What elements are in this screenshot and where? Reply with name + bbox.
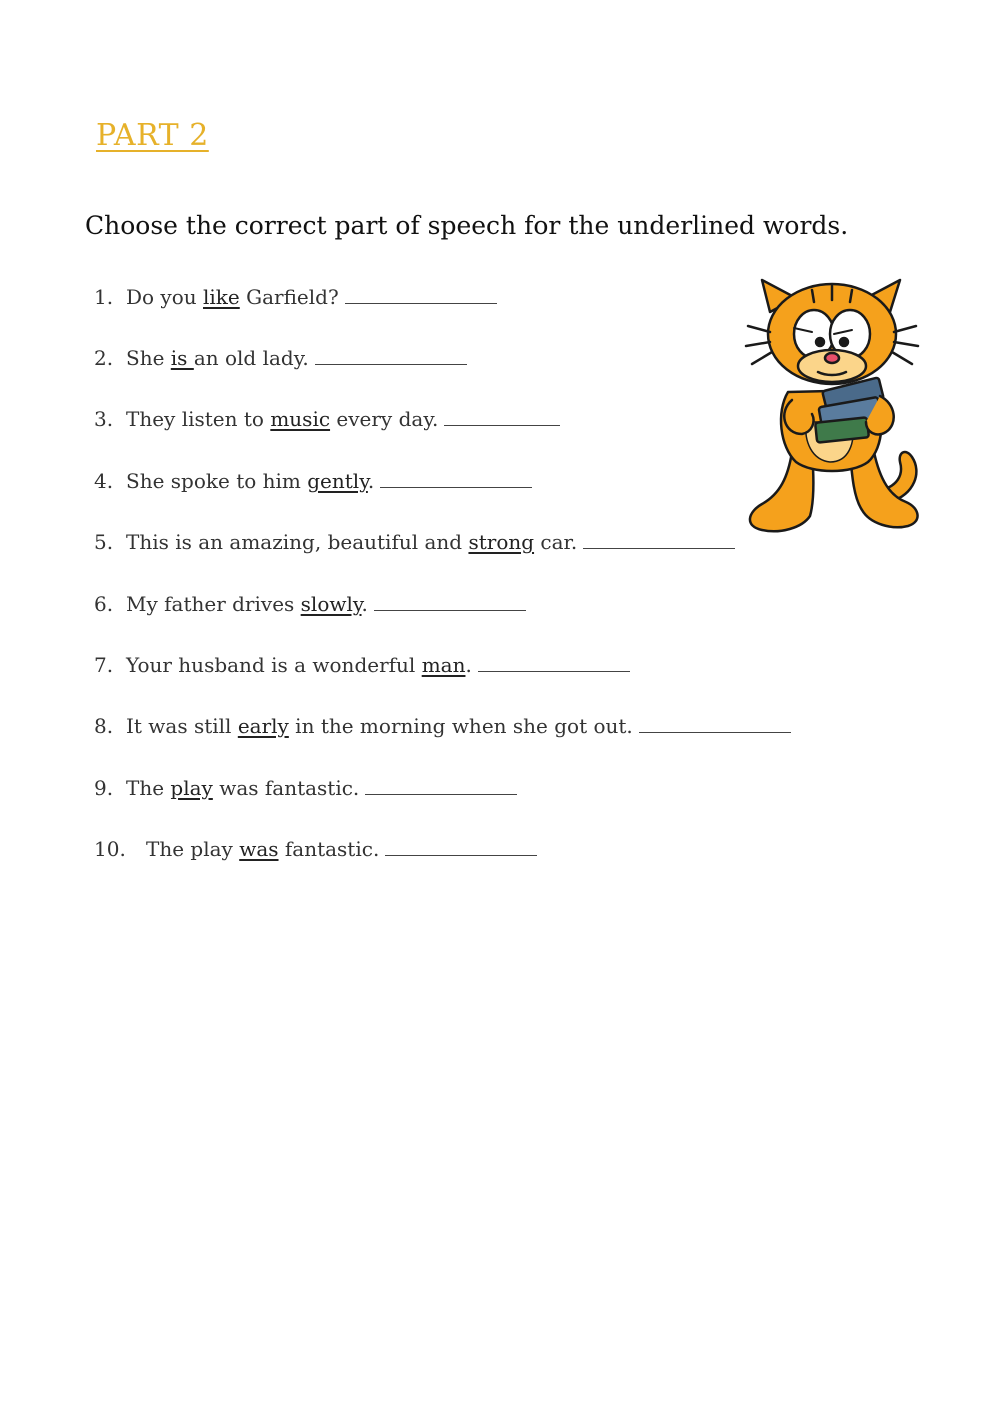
question-number: 1. — [94, 285, 114, 309]
answer-blank[interactable] — [583, 530, 735, 549]
question-item-2 — [94, 344, 467, 372]
question-text-before: She — [126, 346, 171, 370]
question-text-before: This is an amazing, beautiful and — [126, 530, 469, 554]
question-item-6 — [94, 590, 526, 618]
question-number: 5. — [94, 530, 114, 554]
question-text-after: car. — [534, 530, 578, 554]
question-item-4 — [94, 467, 532, 495]
question-text-before: They listen to — [126, 407, 271, 431]
underlined-word: man — [421, 653, 466, 677]
question-item-5 — [94, 528, 735, 556]
underlined-word: play — [170, 776, 213, 800]
answer-blank[interactable] — [380, 469, 532, 488]
underlined-word: early — [237, 714, 289, 738]
answer-blank[interactable] — [374, 592, 526, 611]
underlined-word: gently — [307, 469, 368, 493]
answer-blank[interactable] — [315, 346, 467, 365]
question-number: 4. — [94, 469, 114, 493]
answer-blank[interactable] — [444, 407, 560, 426]
question-text-after: an old lady. — [193, 346, 309, 370]
question-item-3 — [94, 405, 560, 433]
underlined-word: slowly — [300, 592, 362, 616]
underlined-word: like — [203, 285, 240, 309]
answer-blank[interactable] — [365, 776, 517, 795]
question-item-10 — [94, 835, 537, 863]
question-number: 9. — [94, 776, 114, 800]
question-text-before: My father drives — [126, 592, 301, 616]
garfield-illustration — [740, 272, 924, 534]
question-text-before: Do you — [126, 285, 204, 309]
question-text-after: was fantastic. — [212, 776, 360, 800]
answer-blank[interactable] — [345, 285, 497, 304]
question-number: 2. — [94, 346, 114, 370]
underlined-word: is — [170, 346, 194, 370]
question-number: 3. — [94, 407, 114, 431]
underlined-word: strong — [468, 530, 535, 554]
underlined-word: music — [270, 407, 331, 431]
instruction-text: Choose the correct part of speech for the underlined words. — [85, 211, 849, 240]
question-number: 6. — [94, 592, 114, 616]
question-item-8 — [94, 712, 791, 740]
question-text-after: fantastic. — [278, 837, 380, 861]
question-text-before: She spoke to him — [126, 469, 308, 493]
question-text-after: Garfield? — [239, 285, 339, 309]
answer-blank[interactable] — [478, 653, 630, 672]
question-item-7 — [94, 651, 630, 679]
answer-blank[interactable] — [639, 714, 791, 733]
question-item-1 — [94, 283, 497, 311]
question-number: 7. — [94, 653, 114, 677]
question-text-after: in the morning when she got out. — [288, 714, 633, 738]
garfield-cat-icon — [746, 280, 918, 531]
question-text-after: . — [361, 592, 368, 616]
question-number: 10. — [94, 837, 126, 861]
answer-blank[interactable] — [385, 837, 537, 856]
question-text-before: The play — [146, 837, 240, 861]
question-text-before: Your husband is a wonderful — [126, 653, 422, 677]
question-text-after: . — [367, 469, 375, 493]
question-text-before: The — [126, 776, 171, 800]
underlined-word: was — [239, 837, 279, 861]
question-text-before: It was still — [126, 714, 238, 738]
question-item-9 — [94, 774, 517, 802]
question-number: 8. — [94, 714, 114, 738]
question-text-after: . — [465, 653, 472, 677]
question-text-after: every day. — [330, 407, 439, 431]
part-title: PART 2 — [96, 118, 209, 153]
